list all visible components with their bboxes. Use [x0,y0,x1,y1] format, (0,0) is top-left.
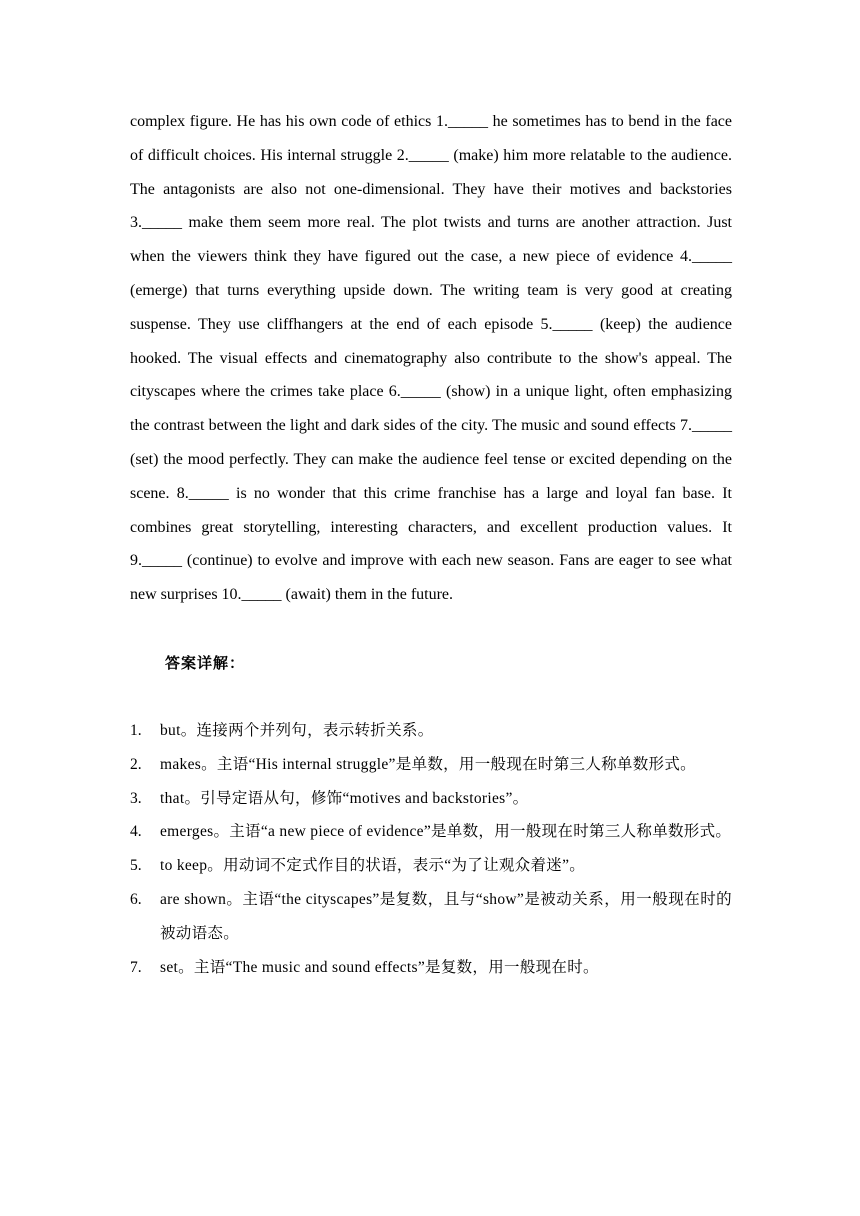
answer-number: 7. [130,958,142,976]
answer-item-1 [130,714,732,748]
answer-number: 2. [130,755,142,773]
answer-item-3 [130,782,732,816]
answer-item-7 [130,951,732,985]
answer-item-5 [130,849,732,883]
answer-number: 1. [130,721,142,739]
answer-text: to keep。用动词不定式作目的状语，表示“为了让观众着迷”。 [160,857,586,875]
answer-number: 6. [130,890,142,908]
answer-item-6 [130,883,732,951]
answer-number: 4. [130,823,142,841]
answer-item-4 [130,815,732,849]
passage-paragraph: complex figure. He has his own code of ethics 1._____ he sometimes has to bend in the face of difficult choices. His internal struggle 2._____ (make) him more relatable to the audience. The antagonists are also not one-dimensional. They have their motives and backstories 3._____ make them seem more real. The plot twists and turns are another attraction. Just when the viewers think they have figured out the case, a new piece of evidence 4._____ (emerge) that turns everything upside down. The writing team is very good at creating suspense. They use cliffhangers at the end of each episode 5._____ (keep) the audience hooked. The visual effects and cinematography also contribute to the show's appeal. The cityscapes where the crimes take place 6._____ (show) in a unique light, often emphasizing the contrast between the light and dark sides of the city. The music and sound effects 7._____ (set) the mood perfectly. They can make the audience feel tense or excited depending on the scene. 8._____ is no wonder that this crime franchise has a large and loyal fan base. It combines great storytelling, interesting characters, and excellent production values. It 9._____ (continue) to evolve and improve with each new season. Fans are eager to see what new surprises 10._____ (await) them in the future. [130,113,732,604]
answer-text: emerges。主语“a new piece of evidence”是单数，用一般现在时第三人称单数形式。 [160,823,732,841]
answer-text: but。连接两个并列句，表示转折关系。 [160,721,434,739]
answer-number: 5. [130,857,142,875]
answer-number: 3. [130,789,142,807]
answer-list [130,714,732,984]
answer-heading: 答案详解： [165,653,246,672]
answer-text: makes。主语“His internal struggle”是单数，用一般现在时第三人称单数形式。 [160,755,696,773]
document-page [130,105,732,984]
answer-text: are shown。主语“the cityscapes”是复数，且与“show”是被动关系，用一般现在时的被动语态。 [160,890,732,942]
answer-text: that。引导定语从句，修饰“motives and backstories”。 [160,789,529,807]
answer-text: set。主语“The music and sound effects”是复数，用一般现在时。 [160,958,599,976]
answer-item-2 [130,748,732,782]
